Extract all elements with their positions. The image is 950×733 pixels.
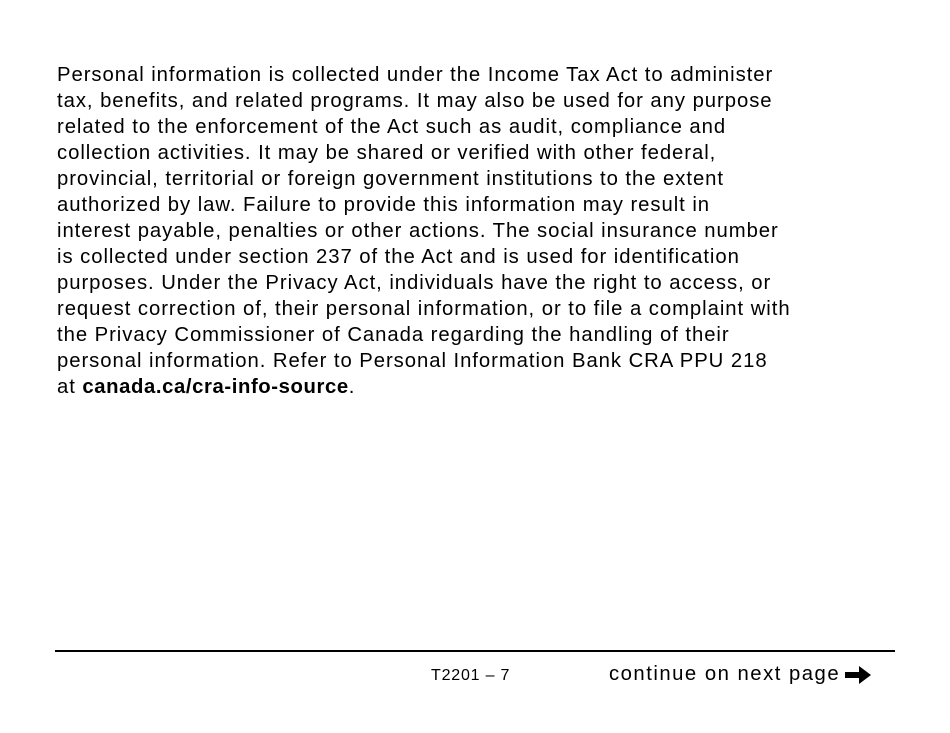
notice-line: request correction of, their personal information, or to file a complaint with [57, 298, 791, 320]
notice-line: the Privacy Commissioner of Canada regarding the handling of their [57, 324, 730, 346]
notice-line: authorized by law. Failure to provide this information may result in [57, 194, 711, 216]
notice-line: collection activities. It may be shared or verified with other federal, [57, 142, 717, 164]
form-page-number: T2201 – 7 [431, 667, 511, 684]
notice-line: is collected under section 237 of the Act and is used for identification [57, 246, 740, 268]
notice-line: related to the enforcement of the Act such as audit, compliance and [57, 116, 727, 138]
notice-line-last [57, 374, 791, 400]
notice-prefix: at [57, 376, 83, 398]
right-arrow-icon [844, 665, 872, 685]
notice-line: tax, benefits, and related programs. It may also be used for any purpose [57, 90, 773, 112]
info-source-link[interactable]: canada.ca/cra-info-source [82, 376, 349, 398]
privacy-notice [57, 62, 791, 400]
notice-line: provincial, territorial or foreign government institutions to the extent [57, 168, 724, 190]
notice-line: Personal information is collected under the Income Tax Act to administer [57, 64, 774, 86]
notice-line: personal information. Refer to Personal Information Bank CRA PPU 218 [57, 350, 768, 372]
footer-divider [55, 650, 895, 652]
notice-period: . [348, 376, 356, 398]
continue-next-page [609, 663, 872, 686]
continue-label: continue on next page [609, 663, 841, 685]
notice-line: purposes. Under the Privacy Act, individuals have the right to access, or [57, 272, 772, 294]
notice-line: interest payable, penalties or other actions. The social insurance number [57, 220, 779, 242]
